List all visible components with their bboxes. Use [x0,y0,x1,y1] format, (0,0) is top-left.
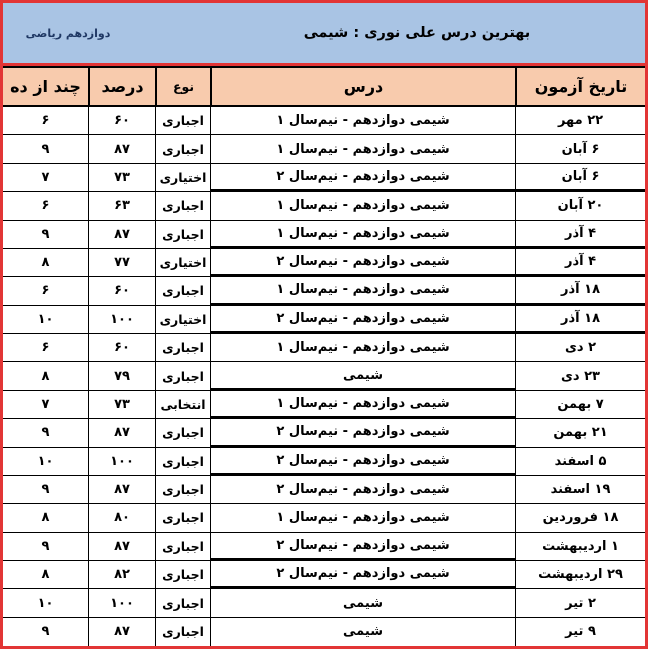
cell-out-of-ten: ۸ [3,362,88,390]
cell-exam-type: اجباری [155,107,210,135]
table-row [3,448,645,476]
cell-lesson: شیمی دوازدهم - نیم‌سال ۲ [210,448,515,476]
cell-exam-date: ۲۲ مهر [515,107,645,135]
header-cell-exam-date: تاریخ آزمون [515,68,645,107]
cell-exam-date: ۵ اسفند [515,448,645,476]
cell-exam-date: ۱۹ اسفند [515,476,645,504]
cell-exam-type: اجباری [155,618,210,646]
cell-percent: ۱۰۰ [88,448,155,476]
cell-out-of-ten: ۱۰ [3,448,88,476]
cell-lesson: شیمی دوازدهم - نیم‌سال ۲ [210,306,515,334]
header-cell-percent: درصد [88,68,155,107]
table-row [3,107,645,135]
cell-exam-type: اجباری [155,135,210,163]
cell-exam-type: انتخابی [155,391,210,419]
cell-lesson: شیمی [210,618,515,646]
cell-lesson: شیمی دوازدهم - نیم‌سال ۲ [210,476,515,504]
cell-exam-type: اختیاری [155,306,210,334]
banner-title-wrap [133,25,645,41]
cell-exam-date: ۹ تیر [515,618,645,646]
table-row [3,164,645,192]
cell-percent: ۱۰۰ [88,306,155,334]
table-row [3,391,645,419]
table-row [3,533,645,561]
table-body [3,107,645,646]
cell-exam-date: ۱۸ فروردین [515,504,645,532]
cell-exam-type: اجباری [155,419,210,447]
cell-exam-date: ۲ دی [515,334,645,362]
cell-lesson: شیمی دوازدهم - نیم‌سال ۱ [210,277,515,305]
table-row [3,135,645,163]
cell-out-of-ten: ۱۰ [3,306,88,334]
table-row [3,192,645,220]
banner [3,3,645,66]
cell-out-of-ten: ۷ [3,164,88,192]
cell-exam-date: ۶ آبان [515,135,645,163]
cell-exam-type: اختیاری [155,164,210,192]
header-cell-out-of-ten: چند از ده [3,68,88,107]
cell-percent: ۸۷ [88,533,155,561]
cell-lesson: شیمی دوازدهم - نیم‌سال ۲ [210,249,515,277]
cell-percent: ۸۰ [88,504,155,532]
cell-out-of-ten: ۹ [3,419,88,447]
cell-exam-type: اجباری [155,192,210,220]
cell-lesson: شیمی [210,589,515,617]
table-row [3,334,645,362]
grade-label-wrap [3,27,133,40]
cell-exam-date: ۲ تیر [515,589,645,617]
cell-percent: ۷۳ [88,391,155,419]
cell-exam-date: ۴ آذر [515,249,645,277]
cell-lesson: شیمی دوازدهم - نیم‌سال ۲ [210,164,515,192]
cell-exam-date: ۲۹ اردیبهشت [515,561,645,589]
cell-exam-type: اجباری [155,476,210,504]
table-row [3,362,645,390]
cell-exam-date: ۱۸ آذر [515,277,645,305]
cell-exam-date: ۴ آذر [515,221,645,249]
cell-out-of-ten: ۶ [3,192,88,220]
cell-exam-type: اجباری [155,589,210,617]
cell-exam-type: اجباری [155,561,210,589]
cell-exam-date: ۲۳ دی [515,362,645,390]
cell-out-of-ten: ۷ [3,391,88,419]
cell-percent: ۶۰ [88,334,155,362]
cell-exam-type: اجباری [155,221,210,249]
cell-out-of-ten: ۶ [3,107,88,135]
cell-percent: ۶۰ [88,277,155,305]
table-row [3,504,645,532]
cell-lesson: شیمی دوازدهم - نیم‌سال ۱ [210,107,515,135]
table-row [3,618,645,646]
table-row [3,419,645,447]
table-row [3,476,645,504]
cell-out-of-ten: ۹ [3,135,88,163]
cell-out-of-ten: ۹ [3,221,88,249]
table-row [3,306,645,334]
cell-exam-type: اجباری [155,533,210,561]
cell-exam-date: ۲۱ بهمن [515,419,645,447]
cell-lesson: شیمی دوازدهم - نیم‌سال ۱ [210,504,515,532]
exam-results-table [3,66,645,646]
cell-lesson: شیمی دوازدهم - نیم‌سال ۱ [210,221,515,249]
cell-exam-date: ۷ بهمن [515,391,645,419]
table-header-row [3,66,645,107]
cell-exam-date: ۱۸ آذر [515,306,645,334]
cell-lesson: شیمی دوازدهم - نیم‌سال ۲ [210,533,515,561]
cell-percent: ۶۳ [88,192,155,220]
best-lesson-title: بهترین درس علی نوری : شیمی [303,25,531,41]
cell-out-of-ten: ۸ [3,504,88,532]
cell-out-of-ten: ۶ [3,334,88,362]
cell-lesson: شیمی [210,362,515,390]
cell-exam-date: ۶ آبان [515,164,645,192]
cell-lesson: شیمی دوازدهم - نیم‌سال ۱ [210,334,515,362]
cell-lesson: شیمی دوازدهم - نیم‌سال ۱ [210,135,515,163]
cell-out-of-ten: ۹ [3,476,88,504]
cell-out-of-ten: ۶ [3,277,88,305]
table-row [3,589,645,617]
cell-percent: ۸۷ [88,476,155,504]
cell-lesson: شیمی دوازدهم - نیم‌سال ۲ [210,419,515,447]
cell-exam-date: ۱ اردیبهشت [515,533,645,561]
cell-out-of-ten: ۸ [3,249,88,277]
cell-lesson: شیمی دوازدهم - نیم‌سال ۲ [210,561,515,589]
cell-exam-type: اجباری [155,334,210,362]
cell-exam-type: اختیاری [155,249,210,277]
cell-percent: ۸۷ [88,618,155,646]
cell-exam-type: اجباری [155,504,210,532]
cell-lesson: شیمی دوازدهم - نیم‌سال ۱ [210,391,515,419]
table-row [3,277,645,305]
header-cell-lesson: درس [210,68,515,107]
cell-percent: ۸۷ [88,419,155,447]
cell-percent: ۷۷ [88,249,155,277]
cell-exam-date: ۲۰ آبان [515,192,645,220]
table-row [3,221,645,249]
header-cell-type: نوع [155,68,210,107]
cell-percent: ۷۹ [88,362,155,390]
cell-exam-type: اجباری [155,277,210,305]
table-row [3,561,645,589]
cell-out-of-ten: ۹ [3,533,88,561]
cell-exam-type: اجباری [155,448,210,476]
cell-exam-type: اجباری [155,362,210,390]
table-row [3,249,645,277]
cell-out-of-ten: ۸ [3,561,88,589]
cell-percent: ۸۷ [88,221,155,249]
cell-percent: ۸۲ [88,561,155,589]
cell-percent: ۱۰۰ [88,589,155,617]
cell-out-of-ten: ۹ [41,624,50,640]
cell-percent: ۶۰ [88,107,155,135]
cell-percent: ۸۷ [88,135,155,163]
cell-out-of-ten: ۱۰ [3,589,88,617]
grade-label: دوازدهم ریاضی [25,26,111,40]
cell-percent: ۷۳ [88,164,155,192]
cell-lesson: شیمی دوازدهم - نیم‌سال ۱ [210,192,515,220]
